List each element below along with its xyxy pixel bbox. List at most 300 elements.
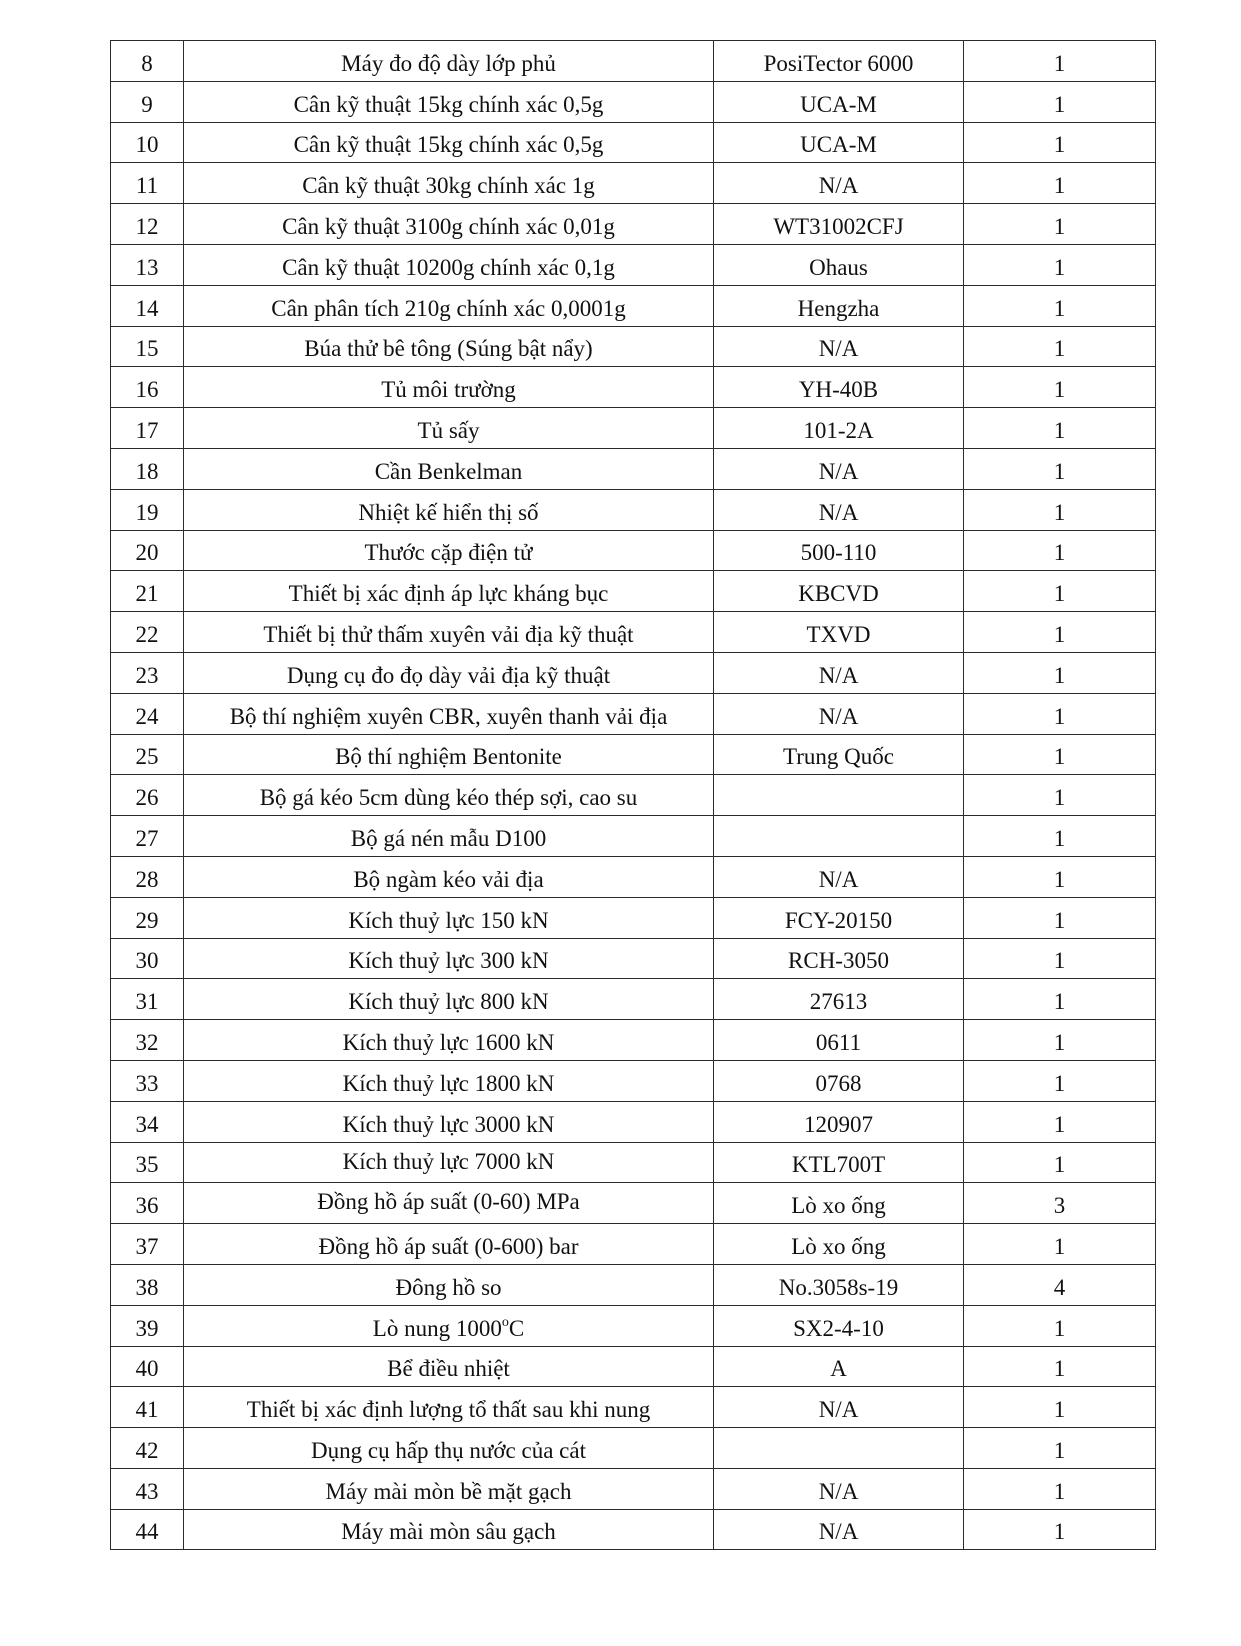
equipment-model-cell	[714, 979, 964, 1020]
equipment-model-cell	[714, 1428, 964, 1469]
equipment-name-cell	[184, 122, 714, 163]
equipment-model-text: KBCVD	[798, 581, 879, 607]
quantity-text: 1	[1053, 213, 1066, 239]
table-row	[111, 816, 1156, 857]
row-number-cell	[111, 734, 184, 775]
quantity-text: 1	[1053, 1356, 1066, 1382]
row-number-cell	[111, 530, 184, 571]
quantity-cell	[964, 775, 1156, 816]
row-number-cell	[111, 1305, 184, 1346]
quantity-text: 1	[1053, 1233, 1066, 1259]
equipment-model-cell	[714, 41, 964, 82]
equipment-model-cell	[714, 204, 964, 245]
row-number-cell	[111, 448, 184, 489]
table-row	[111, 81, 1156, 122]
row-number-cell	[111, 1224, 184, 1265]
equipment-model-cell	[714, 489, 964, 530]
equipment-name-cell	[184, 41, 714, 82]
quantity-text: 1	[1053, 458, 1066, 484]
quantity-cell	[964, 1428, 1156, 1469]
equipment-name-cell	[184, 530, 714, 571]
equipment-name-text: Cân phân tích 210g chính xác 0,0001g	[271, 295, 626, 321]
row-number-text: 35	[135, 1152, 159, 1178]
table-row	[111, 244, 1156, 285]
equipment-model-cell	[714, 1387, 964, 1428]
equipment-model-cell	[714, 408, 964, 449]
quantity-text: 1	[1053, 254, 1066, 280]
equipment-model-text: FCY-20150	[784, 907, 893, 933]
row-number-cell	[111, 571, 184, 612]
equipment-name-text: Kích thuỷ lực 1600 kN	[342, 1029, 555, 1055]
equipment-model-text: Ohaus	[809, 254, 868, 280]
quantity-cell	[964, 1346, 1156, 1387]
equipment-name-text: Máy đo độ dày lớp phủ	[341, 50, 556, 76]
row-number-text: 8	[141, 50, 153, 76]
row-number-cell	[111, 1428, 184, 1469]
row-number-cell	[111, 775, 184, 816]
equipment-model-text: Trung Quốc	[783, 744, 894, 770]
row-number-cell	[111, 1142, 184, 1183]
equipment-name-cell	[184, 856, 714, 897]
equipment-name-cell	[184, 1387, 714, 1428]
equipment-model-text: N/A	[818, 499, 859, 525]
quantity-cell	[964, 367, 1156, 408]
equipment-model-text: 0611	[815, 1029, 862, 1055]
table-row	[111, 693, 1156, 734]
quantity-text: 1	[1053, 336, 1066, 362]
row-number-text: 43	[135, 1478, 159, 1504]
table-row	[111, 734, 1156, 775]
quantity-cell	[964, 448, 1156, 489]
equipment-name-cell	[184, 1264, 714, 1305]
equipment-model-cell	[714, 938, 964, 979]
table-row	[111, 1509, 1156, 1550]
equipment-model-cell	[714, 775, 964, 816]
quantity-cell	[964, 1020, 1156, 1061]
row-number-text: 27	[135, 825, 159, 851]
quantity-text: 1	[1053, 1478, 1066, 1504]
equipment-name-cell	[184, 571, 714, 612]
row-number-cell	[111, 1183, 184, 1224]
table-row	[111, 1305, 1156, 1346]
equipment-model-text: UCA-M	[800, 91, 877, 117]
equipment-name-cell	[184, 326, 714, 367]
row-number-text: 34	[135, 1111, 159, 1137]
row-number-cell	[111, 652, 184, 693]
row-number-text: 12	[135, 213, 159, 239]
row-number-text: 38	[135, 1274, 159, 1300]
row-number-cell	[111, 693, 184, 734]
table-row	[111, 41, 1156, 82]
quantity-cell	[964, 326, 1156, 367]
equipment-name-text: Tủ môi trường	[381, 377, 516, 403]
equipment-model-text: N/A	[818, 703, 859, 729]
equipment-model-text: PosiTector 6000	[763, 50, 914, 76]
equipment-name-cell	[184, 367, 714, 408]
quantity-text: 1	[1053, 744, 1066, 770]
equipment-name-cell	[184, 1060, 714, 1101]
row-number-cell	[111, 81, 184, 122]
table-row	[111, 530, 1156, 571]
table-row	[111, 326, 1156, 367]
equipment-name-text: Bộ thí nghiệm xuyên CBR, xuyên thanh vải địa	[229, 703, 668, 729]
table-row	[111, 652, 1156, 693]
equipment-name-text: Búa thử bê tông (Súng bật nẩy)	[304, 336, 593, 362]
quantity-text: 1	[1053, 1437, 1066, 1463]
row-number-text: 41	[135, 1397, 159, 1423]
row-number-text: 25	[135, 744, 159, 770]
equipment-name-text: Cân kỹ thuật 15kg chính xác 0,5g	[293, 91, 604, 117]
equipment-model-text: 27613	[809, 989, 868, 1015]
quantity-text: 1	[1053, 662, 1066, 688]
quantity-cell	[964, 571, 1156, 612]
row-number-text: 9	[141, 91, 153, 117]
row-number-cell	[111, 204, 184, 245]
quantity-text: 1	[1053, 621, 1066, 647]
equipment-model-cell	[714, 816, 964, 857]
row-number-text: 30	[135, 948, 159, 974]
row-number-text: 20	[135, 540, 159, 566]
quantity-cell	[964, 1387, 1156, 1428]
equipment-name-text: Kích thuỷ lực 150 kN	[348, 907, 549, 933]
equipment-name-text: Kích thuỷ lực 3000 kN	[342, 1111, 555, 1137]
quantity-text: 1	[1053, 1519, 1066, 1545]
equipment-name-text: Cân kỹ thuật 15kg chính xác 0,5g	[293, 132, 604, 158]
quantity-text: 1	[1053, 50, 1066, 76]
quantity-text: 1	[1053, 540, 1066, 566]
quantity-text: 1	[1053, 499, 1066, 525]
row-number-cell	[111, 244, 184, 285]
quantity-text: 1	[1053, 1070, 1066, 1096]
equipment-name-text: Tủ sấy	[417, 417, 480, 443]
equipment-name-cell	[184, 612, 714, 653]
row-number-text: 26	[135, 785, 159, 811]
quantity-text: 1	[1053, 91, 1066, 117]
equipment-name-text: Bộ ngàm kéo vải địa	[353, 866, 544, 892]
quantity-text: 1	[1053, 417, 1066, 443]
row-number-text: 19	[135, 499, 159, 525]
row-number-cell	[111, 1509, 184, 1550]
quantity-cell	[964, 856, 1156, 897]
equipment-model-text: N/A	[818, 1397, 859, 1423]
equipment-name-cell	[184, 81, 714, 122]
equipment-name-text: Đồng hồ áp suất (0-600) bar	[318, 1233, 579, 1259]
quantity-cell	[964, 122, 1156, 163]
equipment-model-text: No.3058s-19	[778, 1274, 899, 1300]
equipment-model-cell	[714, 1468, 964, 1509]
equipment-name-cell	[184, 1101, 714, 1142]
quantity-text: 1	[1053, 1029, 1066, 1055]
equipment-name-text: Cân kỹ thuật 30kg chính xác 1g	[302, 173, 595, 199]
quantity-cell	[964, 1142, 1156, 1183]
equipment-model-text: UCA-M	[800, 132, 877, 158]
equipment-model-cell	[714, 530, 964, 571]
row-number-cell	[111, 979, 184, 1020]
equipment-model-cell	[714, 571, 964, 612]
equipment-name-cell	[184, 1509, 714, 1550]
equipment-model-text: N/A	[818, 1519, 859, 1545]
equipment-model-text: 500-110	[800, 540, 877, 566]
equipment-model-cell	[714, 693, 964, 734]
equipment-name-cell	[184, 775, 714, 816]
quantity-cell	[964, 1183, 1156, 1224]
table-row	[111, 408, 1156, 449]
equipment-model-cell	[714, 285, 964, 326]
equipment-name-cell	[184, 1305, 714, 1346]
row-number-text: 28	[135, 866, 159, 892]
row-number-text: 18	[135, 458, 159, 484]
quantity-text: 1	[1053, 132, 1066, 158]
equipment-name-text: Đồng hồ áp suất (0-60) MPa	[317, 1189, 580, 1215]
equipment-name-cell	[184, 734, 714, 775]
quantity-cell	[964, 81, 1156, 122]
row-number-cell	[111, 1101, 184, 1142]
row-number-cell	[111, 489, 184, 530]
equipment-name-cell	[184, 285, 714, 326]
equipment-model-text: 120907	[804, 1111, 873, 1137]
equipment-model-cell	[714, 367, 964, 408]
row-number-text: 44	[135, 1519, 159, 1545]
quantity-text: 1	[1053, 907, 1066, 933]
row-number-cell	[111, 1264, 184, 1305]
row-number-text: 39	[135, 1315, 159, 1341]
unit-suffix-text: C	[508, 1315, 525, 1341]
quantity-text: 1	[1053, 377, 1066, 403]
table-row	[111, 1060, 1156, 1101]
table-row	[111, 1428, 1156, 1469]
equipment-name-text: Máy mài mòn bề mặt gạch	[325, 1478, 572, 1504]
equipment-table-body	[111, 41, 1156, 1550]
equipment-name-text: Bộ thí nghiệm Bentonite	[335, 744, 562, 770]
table-row	[111, 1346, 1156, 1387]
equipment-name-cell	[184, 1142, 714, 1183]
table-row	[111, 1183, 1156, 1224]
table-row	[111, 1387, 1156, 1428]
row-number-text: 32	[135, 1029, 159, 1055]
equipment-model-text: N/A	[818, 458, 859, 484]
equipment-name-text: Kích thuỷ lực 1800 kN	[342, 1070, 555, 1096]
equipment-model-cell	[714, 326, 964, 367]
row-number-text: 37	[135, 1233, 159, 1259]
equipment-model-cell	[714, 1142, 964, 1183]
quantity-cell	[964, 244, 1156, 285]
quantity-cell	[964, 1509, 1156, 1550]
equipment-model-cell	[714, 1346, 964, 1387]
equipment-name-text: Kích thuỷ lực 7000 kN	[342, 1148, 555, 1174]
equipment-model-text: N/A	[818, 1478, 859, 1504]
table-row	[111, 897, 1156, 938]
table-row	[111, 1224, 1156, 1265]
equipment-model-cell	[714, 734, 964, 775]
quantity-cell	[964, 816, 1156, 857]
equipment-model-cell	[714, 122, 964, 163]
row-number-text: 42	[135, 1437, 159, 1463]
equipment-model-cell	[714, 1264, 964, 1305]
row-number-text: 22	[135, 621, 159, 647]
equipment-model-text: N/A	[818, 662, 859, 688]
quantity-cell	[964, 734, 1156, 775]
equipment-model-text: RCH-3050	[788, 948, 889, 974]
quantity-cell	[964, 163, 1156, 204]
equipment-name-text: Dụng cụ đo đọ dày vải địa kỹ thuật	[286, 662, 611, 688]
equipment-name-text: Nhiệt kế hiển thị số	[358, 499, 539, 525]
table-row	[111, 122, 1156, 163]
row-number-cell	[111, 897, 184, 938]
quantity-cell	[964, 1468, 1156, 1509]
equipment-model-text: Lò xo ống	[791, 1233, 886, 1259]
equipment-name-cell	[184, 163, 714, 204]
row-number-cell	[111, 1020, 184, 1061]
row-number-text: 13	[135, 254, 159, 280]
quantity-text: 1	[1053, 785, 1066, 811]
quantity-text: 1	[1053, 989, 1066, 1015]
row-number-cell	[111, 1060, 184, 1101]
table-row	[111, 1020, 1156, 1061]
equipment-model-cell	[714, 1224, 964, 1265]
equipment-name-text: Đông hồ so	[395, 1274, 502, 1300]
equipment-model-text: YH-40B	[798, 377, 879, 403]
row-number-text: 14	[135, 295, 159, 321]
equipment-name-cell	[184, 1346, 714, 1387]
row-number-cell	[111, 816, 184, 857]
quantity-cell	[964, 938, 1156, 979]
table-row	[111, 1101, 1156, 1142]
row-number-cell	[111, 1346, 184, 1387]
equipment-name-cell	[184, 408, 714, 449]
quantity-text: 1	[1053, 1315, 1066, 1341]
equipment-model-cell	[714, 448, 964, 489]
row-number-text: 16	[135, 377, 159, 403]
quantity-cell	[964, 693, 1156, 734]
row-number-cell	[111, 408, 184, 449]
table-row	[111, 489, 1156, 530]
table-row	[111, 938, 1156, 979]
table-row	[111, 571, 1156, 612]
equipment-model-cell	[714, 1020, 964, 1061]
quantity-cell	[964, 652, 1156, 693]
equipment-name-text: Thiết bị xác định lượng tổ thất sau khi nung	[246, 1397, 651, 1423]
quantity-cell	[964, 489, 1156, 530]
row-number-text: 40	[135, 1356, 159, 1382]
row-number-cell	[111, 612, 184, 653]
row-number-cell	[111, 1387, 184, 1428]
quantity-text: 1	[1053, 1111, 1066, 1137]
equipment-model-cell	[714, 244, 964, 285]
row-number-text: 15	[135, 336, 159, 362]
equipment-model-cell	[714, 652, 964, 693]
quantity-cell	[964, 897, 1156, 938]
equipment-model-text: TXVD	[806, 621, 871, 647]
equipment-name-cell	[184, 1428, 714, 1469]
equipment-model-cell	[714, 1183, 964, 1224]
equipment-model-text: SX2-4-10	[793, 1315, 884, 1341]
quantity-text: 4	[1053, 1274, 1066, 1300]
table-row	[111, 163, 1156, 204]
equipment-name-text: Cần Benkelman	[374, 458, 523, 484]
equipment-name-text: Bộ gá nén mẫu D100	[350, 825, 547, 851]
equipment-name-cell	[184, 897, 714, 938]
quantity-text: 1	[1053, 825, 1066, 851]
equipment-model-cell	[714, 1060, 964, 1101]
equipment-table	[110, 40, 1156, 1550]
table-row	[111, 775, 1156, 816]
quantity-text: 1	[1053, 948, 1066, 974]
equipment-name-cell	[184, 204, 714, 245]
quantity-text: 1	[1053, 581, 1066, 607]
table-row	[111, 367, 1156, 408]
row-number-cell	[111, 122, 184, 163]
equipment-model-text: KTL700T	[791, 1152, 886, 1178]
row-number-cell	[111, 367, 184, 408]
row-number-cell	[111, 163, 184, 204]
row-number-cell	[111, 1468, 184, 1509]
table-row	[111, 1142, 1156, 1183]
quantity-cell	[964, 1101, 1156, 1142]
table-row	[111, 448, 1156, 489]
row-number-cell	[111, 285, 184, 326]
table-row	[111, 612, 1156, 653]
quantity-cell	[964, 41, 1156, 82]
quantity-text: 1	[1053, 1152, 1066, 1178]
equipment-model-cell	[714, 1509, 964, 1550]
table-row	[111, 1468, 1156, 1509]
row-number-text: 11	[135, 173, 159, 199]
row-number-text: 10	[135, 132, 159, 158]
equipment-name-text: Kích thuỷ lực 300 kN	[348, 948, 549, 974]
equipment-model-cell	[714, 1305, 964, 1346]
table-row	[111, 979, 1156, 1020]
row-number-cell	[111, 938, 184, 979]
equipment-name-text: Dụng cụ hấp thụ nước của cát	[311, 1437, 586, 1463]
equipment-model-text: WT31002CFJ	[773, 213, 904, 239]
equipment-name-text: Máy mài mòn sâu gạch	[341, 1519, 556, 1545]
quantity-cell	[964, 612, 1156, 653]
table-row	[111, 285, 1156, 326]
equipment-model-text: N/A	[818, 336, 859, 362]
equipment-model-text: N/A	[818, 866, 859, 892]
equipment-name-cell	[184, 244, 714, 285]
row-number-text: 33	[135, 1070, 159, 1096]
row-number-text: 21	[135, 581, 159, 607]
equipment-model-text: A	[830, 1356, 847, 1382]
equipment-name-cell	[184, 489, 714, 530]
equipment-name-cell	[184, 816, 714, 857]
row-number-text: 24	[135, 703, 159, 729]
equipment-model-text: N/A	[818, 173, 859, 199]
table-row	[111, 204, 1156, 245]
quantity-text: 1	[1053, 866, 1066, 892]
quantity-cell	[964, 1224, 1156, 1265]
table-row	[111, 856, 1156, 897]
equipment-model-text: 101-2A	[803, 417, 874, 443]
quantity-text: 3	[1053, 1193, 1066, 1219]
table-row	[111, 1264, 1156, 1305]
equipment-model-text: 0768	[815, 1070, 862, 1096]
row-number-cell	[111, 41, 184, 82]
equipment-name-text: Thước cặp điện tử	[364, 540, 533, 566]
equipment-model-text: Lò xo ống	[791, 1193, 886, 1219]
equipment-name-text: Thiết bị thử thấm xuyên vải địa kỹ thuật	[263, 621, 634, 647]
equipment-name-cell	[184, 448, 714, 489]
row-number-text: 17	[135, 417, 159, 443]
quantity-cell	[964, 1264, 1156, 1305]
equipment-name-cell	[184, 1468, 714, 1509]
equipment-name-text: Bể điều nhiệt	[387, 1356, 510, 1382]
equipment-model-cell	[714, 81, 964, 122]
equipment-name-cell	[184, 1224, 714, 1265]
row-number-text: 36	[135, 1193, 159, 1219]
quantity-cell	[964, 204, 1156, 245]
